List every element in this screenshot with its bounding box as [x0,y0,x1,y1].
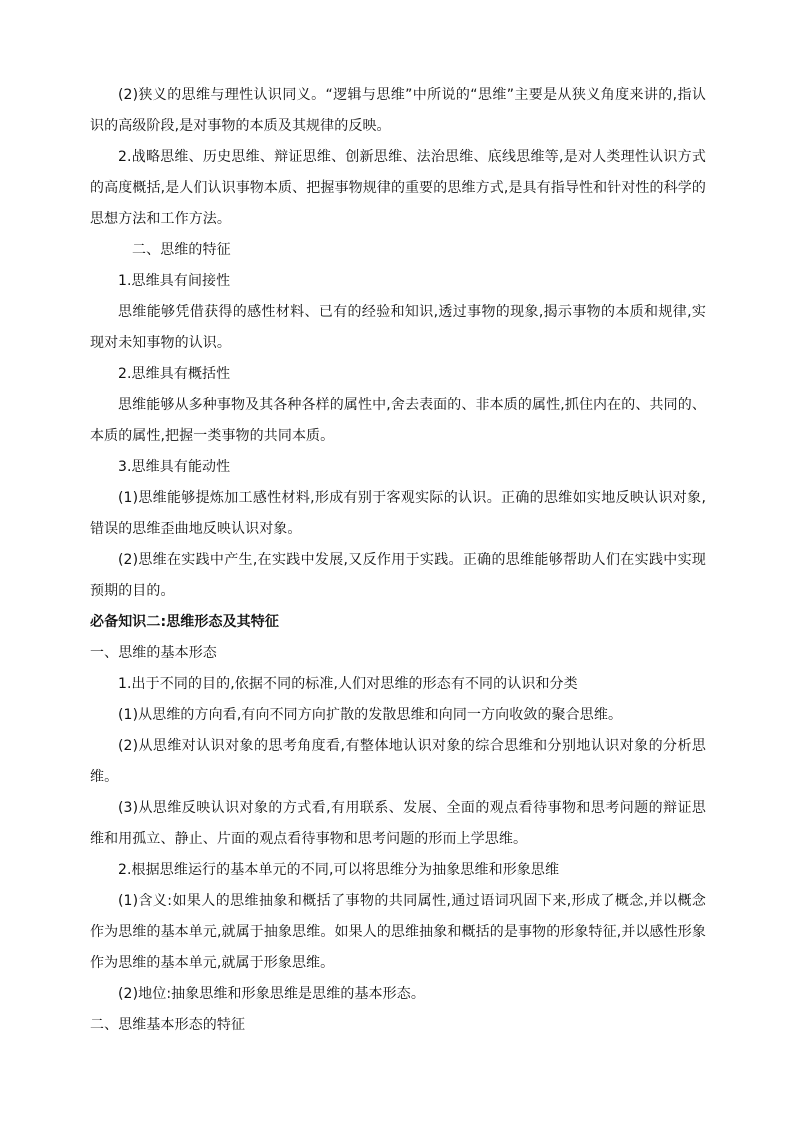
paragraph-direction: (1)从思维的方向看,有向不同方向扩散的发散思维和向同一方向收敛的聚合思维。 [118,707,623,723]
subheading-generality: 2.思维具有概括性 [118,366,231,382]
paragraph-meaning: (1)含义:如果人的思维抽象和概括了事物的共同属性,通过语词巩固下来,形成了概念,并以概念作为思维的基本单元,就属于抽象思维。如果人的思维抽象和概括的是事物的形象特征,并以感性形象作为思维的基本单元,就属于形象思维。 [90,893,706,971]
section-heading-thinking-features: 二、思维的特征 [132,242,231,258]
paragraph-narrow-thinking: (2)狭义的思维与理性认识同义。“逻辑与思维”中所说的“思维”主要是从狭义角度来讲的,指认识的高级阶段,是对事物的本质及其规律的反映。 [90,87,706,134]
knowledge-heading-2: 必备知识二:思维形态及其特征 [90,614,279,630]
paragraph-initiative-1: (1)思维能够提炼加工感性材料,形成有别于客观实际的认识。正确的思维如实地反映认识对象,错误的思维歪曲地反映认识对象。 [90,490,706,537]
subheading-classification: 1.出于不同的目的,依据不同的标准,人们对思维的形态有不同的认识和分类 [118,676,578,692]
subheading-initiative: 3.思维具有能动性 [118,459,231,475]
paragraph-status: (2)地位:抽象思维和形象思维是思维的基本形态。 [118,986,425,1002]
subheading-indirectness: 1.思维具有间接性 [118,273,231,289]
document-body [90,80,706,1041]
paragraph-initiative-2: (2)思维在实践中产生,在实践中发展,又反作用于实践。正确的思维能够帮助人们在实践中实现预期的目的。 [90,552,706,599]
section-heading-form-features: 二、思维基本形态的特征 [90,1017,246,1033]
paragraph-perspective: (2)从思维对认识对象的思考角度看,有整体地认识对象的综合思维和分别地认识对象的分析思维。 [90,738,706,785]
paragraph-reflection-mode: (3)从思维反映认识对象的方式看,有用联系、发展、全面的观点看待事物和思考问题的辩证思维和用孤立、静止、片面的观点看待事物和思考问题的形而上学思维。 [90,800,706,847]
paragraph-indirectness: 思维能够凭借获得的感性材料、已有的经验和知识,透过事物的现象,揭示事物的本质和规律,实现对未知事物的认识。 [90,304,706,351]
paragraph-generality: 思维能够从多种事物及其各种各样的属性中,舍去表面的、非本质的属性,抓住内在的、共同的、本质的属性,把握一类事物的共同本质。 [90,397,706,444]
subheading-abstract-image: 2.根据思维运行的基本单元的不同,可以将思维分为抽象思维和形象思维 [118,862,560,878]
section-heading-basic-forms: 一、思维的基本形态 [90,645,217,661]
paragraph-thinking-methods: 2.战略思维、历史思维、辩证思维、创新思维、法治思维、底线思维等,是对人类理性认识方式的高度概括,是人们认识事物本质、把握事物规律的重要的思维方式,是具有指导性和针对性的科学的思想方法和工作方法。 [90,149,706,227]
